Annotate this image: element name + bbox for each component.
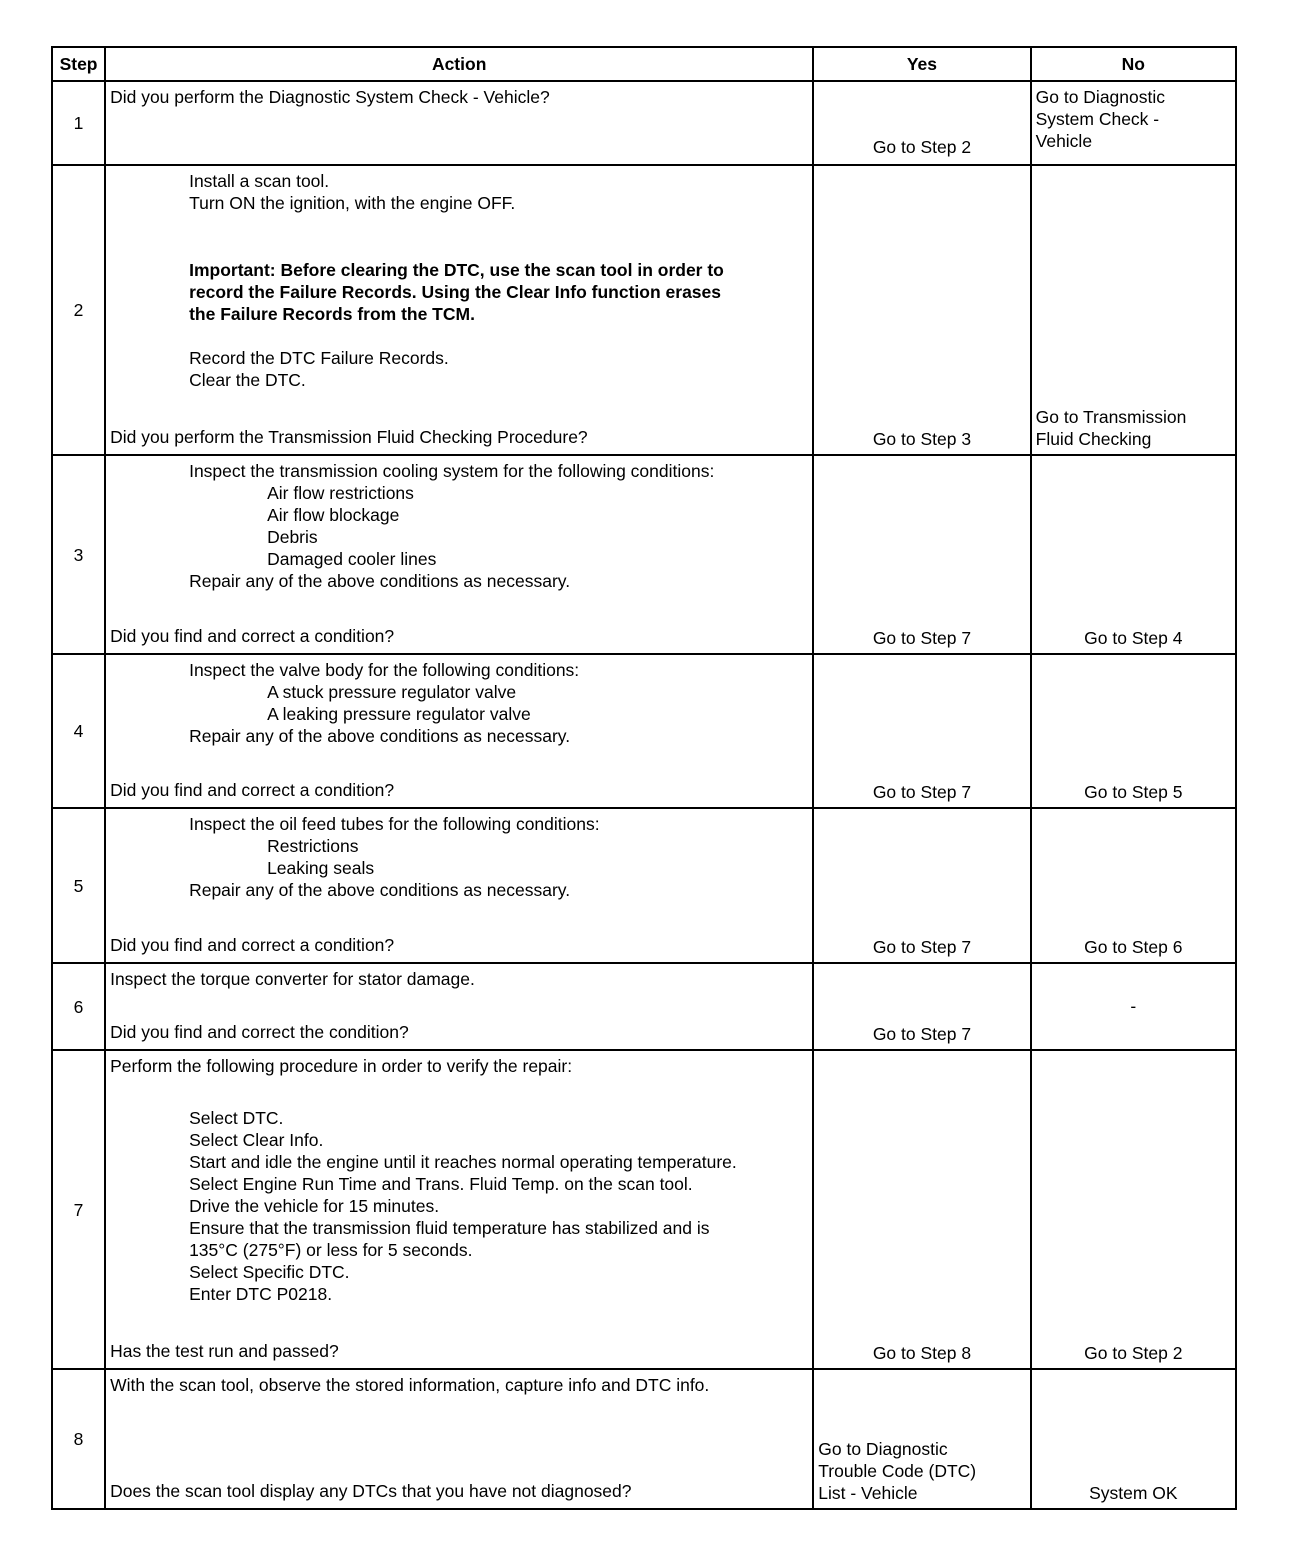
action-cell bbox=[105, 455, 813, 654]
yes-cell bbox=[813, 654, 1030, 808]
yes-cell bbox=[813, 455, 1030, 654]
yes-action: Go to Step 8 bbox=[872, 1343, 972, 1363]
no-cell bbox=[1031, 963, 1236, 1050]
no-action: Go to Step 2 bbox=[1084, 1343, 1183, 1363]
no-action: - bbox=[1130, 995, 1137, 1016]
yes-action: Go to Step 7 bbox=[872, 937, 972, 957]
instruction-line: Turn ON the ignition, with the engine OFF. bbox=[189, 193, 516, 213]
procedure-step: Ensure that the transmission fluid temperature has stabilized and is bbox=[189, 1218, 710, 1238]
repair-text: Repair any of the above conditions as necessary. bbox=[189, 726, 571, 746]
no-action-line: Go to Diagnostic bbox=[1035, 87, 1165, 107]
yes-action: Go to Step 2 bbox=[872, 137, 972, 157]
no-cell bbox=[1031, 654, 1236, 808]
no-action: System OK bbox=[1089, 1483, 1178, 1503]
yes-action-line: Go to Diagnostic bbox=[818, 1439, 948, 1459]
procedure-step: Select Specific DTC. bbox=[189, 1262, 350, 1282]
intro-text: Inspect the valve body for the following conditions: bbox=[189, 660, 580, 680]
important-note-line: Important: Before clearing the DTC, use the scan tool in order to bbox=[189, 260, 724, 280]
no-cell bbox=[1031, 1050, 1236, 1369]
condition-item: Debris bbox=[267, 527, 318, 547]
no-action-line: Go to Transmission bbox=[1035, 407, 1187, 427]
yes-action-line: Trouble Code (DTC) bbox=[818, 1461, 977, 1481]
yes-cell bbox=[813, 165, 1030, 455]
header-yes: Yes bbox=[813, 47, 1030, 81]
header-step: Step bbox=[52, 47, 105, 81]
step-number: 5 bbox=[52, 808, 105, 963]
condition-item: Air flow blockage bbox=[267, 505, 400, 525]
action-cell bbox=[105, 1369, 813, 1509]
no-cell bbox=[1031, 808, 1236, 963]
condition-item: A leaking pressure regulator valve bbox=[267, 704, 531, 724]
question-text: Does the scan tool display any DTCs that you have not diagnosed? bbox=[110, 1481, 632, 1501]
instruction-line: Clear the DTC. bbox=[189, 370, 306, 390]
question-text: Did you find and correct a condition? bbox=[110, 935, 395, 955]
yes-cell bbox=[813, 81, 1030, 165]
yes-cell bbox=[813, 1050, 1030, 1369]
step-number: 8 bbox=[52, 1369, 105, 1509]
yes-cell bbox=[813, 808, 1030, 963]
intro-text: With the scan tool, observe the stored information, capture info and DTC info. bbox=[110, 1375, 710, 1395]
question-text: Did you find and correct the condition? bbox=[110, 1022, 409, 1042]
question-text: Did you find and correct a condition? bbox=[110, 626, 395, 646]
yes-action: Go to Step 7 bbox=[872, 782, 972, 802]
instruction-line: Record the DTC Failure Records. bbox=[189, 348, 449, 368]
no-action: Go to Step 4 bbox=[1084, 628, 1183, 648]
table-row bbox=[52, 165, 1236, 455]
condition-item: Leaking seals bbox=[267, 858, 375, 878]
table-row bbox=[52, 654, 1236, 808]
question-text: Did you perform the Diagnostic System Check - Vehicle? bbox=[110, 87, 550, 107]
procedure-step: Start and idle the engine until it reaches normal operating temperature. bbox=[189, 1152, 737, 1172]
action-cell bbox=[105, 165, 813, 455]
yes-action: Go to Step 7 bbox=[872, 1024, 972, 1044]
header-no: No bbox=[1031, 47, 1236, 81]
table-row bbox=[52, 1369, 1236, 1509]
table-row bbox=[52, 963, 1236, 1050]
condition-item: Damaged cooler lines bbox=[267, 549, 437, 569]
procedure-step: 135°C (275°F) or less for 5 seconds. bbox=[189, 1240, 473, 1260]
header-row bbox=[52, 47, 1236, 81]
step-number: 1 bbox=[52, 81, 105, 165]
important-note-line: record the Failure Records. Using the Clear Info function erases bbox=[189, 282, 722, 302]
procedure-step: Select Clear Info. bbox=[189, 1130, 324, 1150]
action-cell bbox=[105, 1050, 813, 1369]
action-cell bbox=[105, 81, 813, 165]
procedure-step: Select Engine Run Time and Trans. Fluid Temp. on the scan tool. bbox=[189, 1174, 693, 1194]
yes-action: Go to Step 3 bbox=[872, 429, 972, 449]
condition-item: A stuck pressure regulator valve bbox=[267, 682, 517, 702]
table-row bbox=[52, 808, 1236, 963]
yes-action-line: List - Vehicle bbox=[818, 1483, 918, 1503]
procedure-step: Drive the vehicle for 15 minutes. bbox=[189, 1196, 440, 1216]
diagnostic-table bbox=[51, 46, 1237, 1510]
step-number: 3 bbox=[52, 455, 105, 654]
no-action-line: Vehicle bbox=[1035, 131, 1093, 151]
procedure-step: Enter DTC P0218. bbox=[189, 1284, 333, 1304]
no-action-line: Fluid Checking bbox=[1035, 429, 1152, 449]
step-number: 6 bbox=[52, 963, 105, 1050]
yes-cell bbox=[813, 963, 1030, 1050]
table-row bbox=[52, 81, 1236, 165]
intro-text: Inspect the torque converter for stator damage. bbox=[110, 969, 475, 989]
step-number: 4 bbox=[52, 654, 105, 808]
action-cell bbox=[105, 654, 813, 808]
repair-text: Repair any of the above conditions as necessary. bbox=[189, 571, 571, 591]
intro-text: Perform the following procedure in order to verify the repair: bbox=[110, 1056, 573, 1076]
question-text: Did you perform the Transmission Fluid Checking Procedure? bbox=[110, 427, 588, 447]
step-number: 7 bbox=[52, 1050, 105, 1369]
action-cell bbox=[105, 808, 813, 963]
condition-item: Air flow restrictions bbox=[267, 483, 414, 503]
no-cell bbox=[1031, 81, 1236, 165]
table-row bbox=[52, 1050, 1236, 1369]
no-action: Go to Step 5 bbox=[1084, 782, 1183, 802]
no-cell bbox=[1031, 165, 1236, 455]
question-text: Has the test run and passed? bbox=[110, 1341, 339, 1361]
condition-item: Restrictions bbox=[267, 836, 359, 856]
yes-cell bbox=[813, 1369, 1030, 1509]
instruction-line: Install a scan tool. bbox=[189, 171, 330, 191]
no-action-line: System Check - bbox=[1035, 109, 1160, 129]
step-number: 2 bbox=[52, 165, 105, 455]
procedure-step: Select DTC. bbox=[189, 1108, 284, 1128]
header-action: Action bbox=[105, 47, 813, 81]
no-action: Go to Step 6 bbox=[1084, 937, 1183, 957]
table-row bbox=[52, 455, 1236, 654]
intro-text: Inspect the transmission cooling system for the following conditions: bbox=[189, 461, 715, 481]
important-note-line: the Failure Records from the TCM. bbox=[189, 304, 475, 324]
yes-action: Go to Step 7 bbox=[872, 628, 972, 648]
repair-text: Repair any of the above conditions as necessary. bbox=[189, 880, 571, 900]
intro-text: Inspect the oil feed tubes for the following conditions: bbox=[189, 814, 600, 834]
no-cell bbox=[1031, 1369, 1236, 1509]
action-cell bbox=[105, 963, 813, 1050]
question-text: Did you find and correct a condition? bbox=[110, 780, 395, 800]
no-cell bbox=[1031, 455, 1236, 654]
